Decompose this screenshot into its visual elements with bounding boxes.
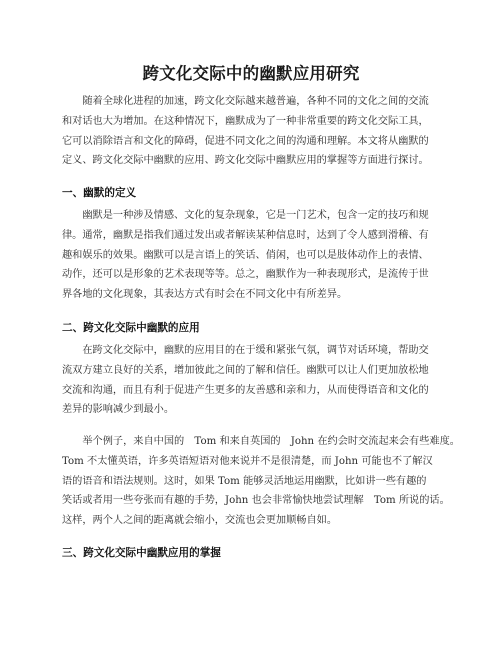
section-heading-application: 二、跨文化交际中幽默的应用 bbox=[62, 322, 200, 334]
paragraph-line: 动作，还可以是形象的艺术表现等等。总之，幽默作为一种表现形式，是流传于世 bbox=[62, 269, 429, 281]
paragraph-line: 笑话或者用一些夸张而有趣的手势，John 也会非常愉快地尝试理解 Tom 所说的话。 bbox=[62, 495, 450, 507]
paragraph-line: 它可以消除语言和文化的障碍，促进不同文化之间的沟通和理解。本文将从幽默的 bbox=[62, 135, 429, 147]
paragraph-line: Tom 不太懂英语，许多英语短语对他来说并不是很清楚，而 John 可能也不了解汉 bbox=[62, 455, 433, 467]
intro-paragraph bbox=[62, 92, 446, 171]
paragraph-line: 语的语音和语法规则。这时，如果 Tom 能够灵活地运用幽默，比如讲一些有趣的 bbox=[62, 475, 427, 487]
paragraph-line: 定义、跨文化交际中幽默的应用、跨文化交际中幽默应用的掌握等方面进行探讨。 bbox=[62, 155, 429, 167]
application-paragraph-1 bbox=[62, 341, 446, 420]
paragraph-line: 趣和娱乐的效果。幽默可以是言语上的笑话、俏闲，也可以是肢体动作上的表情、 bbox=[62, 249, 429, 261]
paragraph-line: 交流和沟通，而且有利于促进产生更多的友善感和亲和力，从而使得语音和文化的 bbox=[62, 384, 429, 396]
paragraph-line: 在跨文化交际中，幽默的应用目的在于缓和紧张气氛，调节对话环境，帮助交 bbox=[62, 345, 429, 356]
paragraph-line: 界各地的文化现象，其表达方式有时会在不同文化中有所差异。 bbox=[62, 289, 348, 301]
section-heading-mastery: 三、跨文化交际中幽默应用的掌握 bbox=[62, 547, 221, 559]
section-heading-definition: 一、幽默的定义 bbox=[62, 187, 137, 199]
paragraph-line: 这样，两个人之间的距离就会缩小，交流也会更加顺畅自如。 bbox=[62, 515, 338, 527]
paragraph-line: 举个例子，来自中国的 Tom 和来自英国的 John 在约会时交流起来会有些难度。 bbox=[62, 436, 460, 447]
paragraph-line: 流双方建立良好的关系，增加彼此之间的了解和信任。幽默可以让人们更加放松地 bbox=[62, 364, 429, 376]
paragraph-line: 幽默是一种涉及情感、文化的复杂现象，它是一门艺术，包含一定的技巧和规 bbox=[62, 210, 429, 221]
definition-paragraph bbox=[62, 206, 446, 305]
paragraph-line: 随着全球化进程的加速，跨文化交际越来越普遍，各种不同的文化之间的交流 bbox=[62, 96, 429, 107]
document-title: 跨文化交际中的幽默应用研究 bbox=[142, 64, 360, 83]
application-paragraph-2 bbox=[62, 432, 460, 531]
paragraph-line: 和对话也大为增加。在这种情况下，幽默成为了一种非常重要的跨文化交际工具， bbox=[62, 115, 429, 127]
paragraph-line: 差异的影响减少到最小。 bbox=[62, 404, 175, 416]
paragraph-line: 律。通常，幽默是指我们通过发出或者解读某种信息时，达到了令人感到滑稽、有 bbox=[62, 229, 429, 241]
